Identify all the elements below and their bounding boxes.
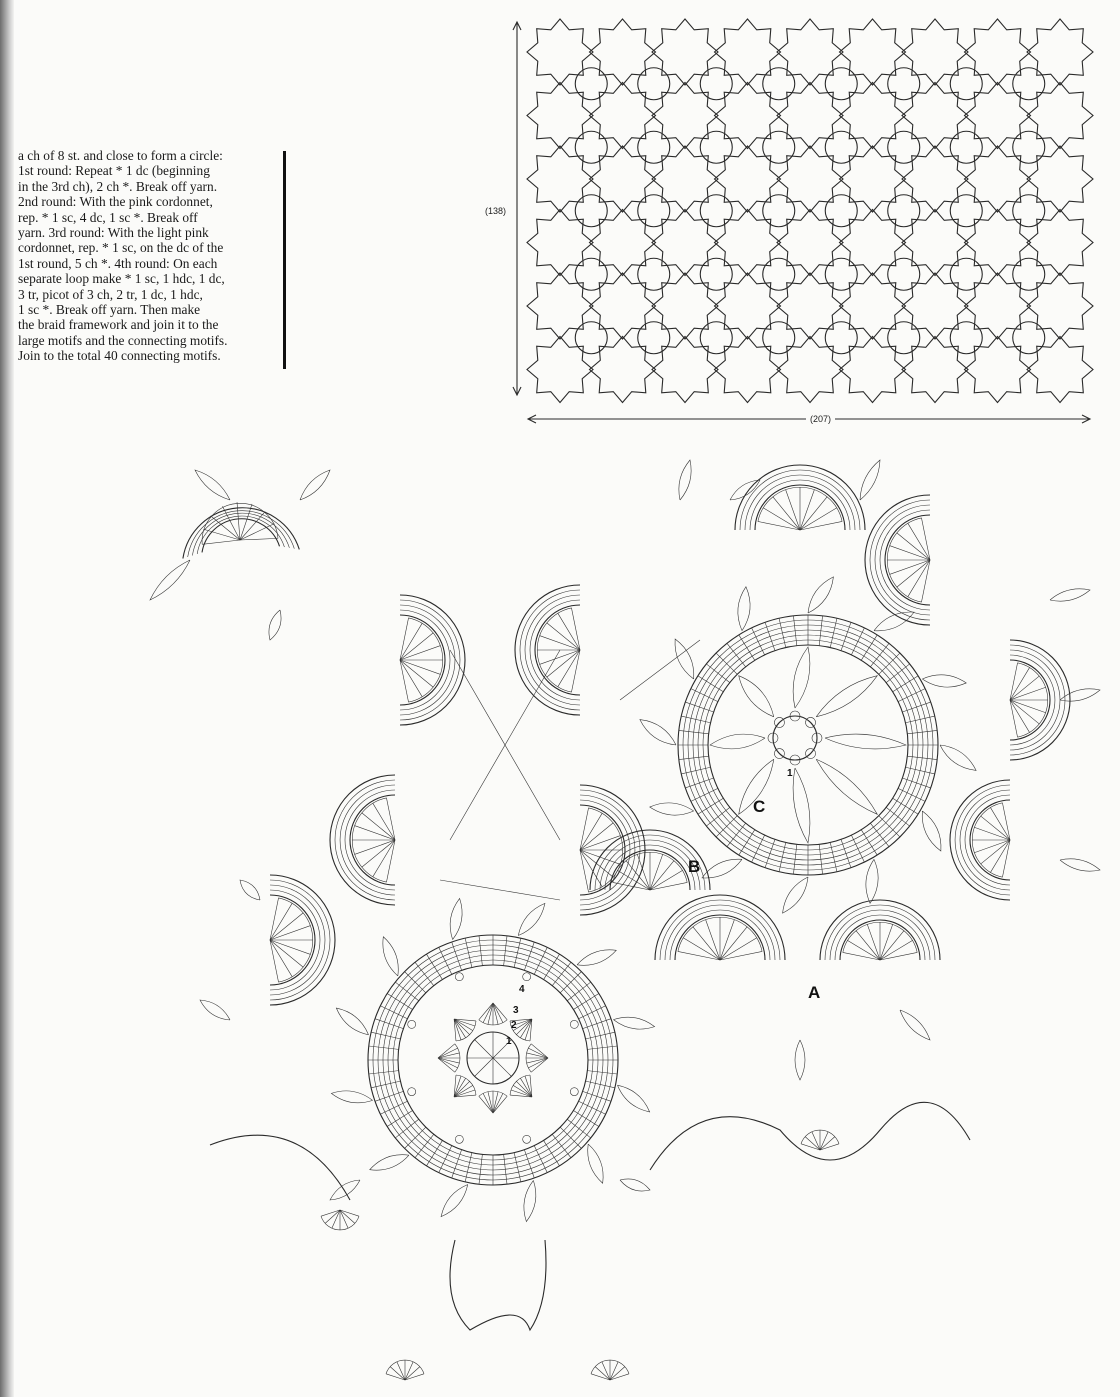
chain-loop: [617, 1085, 649, 1112]
stitch-fan: [580, 808, 623, 892]
chain-loop: [620, 1179, 650, 1191]
stitch-fan: [758, 487, 842, 530]
chain-loop: [675, 639, 694, 679]
chain-loop: [518, 903, 545, 935]
petal-fan: [438, 1044, 460, 1072]
picot: [455, 973, 463, 981]
round-marker-2: 2: [511, 1020, 517, 1031]
chain-loop: [1050, 589, 1090, 601]
chain-loop: [783, 877, 808, 913]
petal-fan: [510, 1075, 532, 1097]
chain-loop: [450, 898, 462, 939]
chain-loop: [240, 880, 260, 900]
chain-loop: [739, 676, 774, 717]
width-dimension-label: (207): [806, 414, 835, 424]
instruction-line: 3 tr, picot of 3 ch, 2 tr, 1 dc, 1 hdc,: [18, 286, 203, 302]
chain-loop: [524, 1180, 536, 1221]
picot: [570, 1088, 578, 1096]
chain-loop: [922, 675, 966, 687]
chain-loop: [1060, 859, 1100, 871]
round-marker-4: 4: [519, 984, 525, 995]
stitch-fan: [678, 917, 762, 960]
chain-loop: [900, 1010, 930, 1040]
instruction-line: 1 sc *. Break off yarn. Then make: [18, 302, 201, 318]
round-marker-1: 1: [787, 768, 793, 779]
instruction-line: 2nd round: With the pink cordonnet,: [18, 194, 213, 210]
chain-loop: [795, 1040, 805, 1080]
instruction-line: in the 3rd ch), 2 ch *. Break off yarn.: [18, 178, 218, 194]
instruction-line: 1st round: Repeat * 1 dc (beginning: [18, 163, 210, 179]
chain-loop: [816, 676, 877, 717]
picot: [523, 973, 531, 981]
bottom-connector: [450, 1240, 546, 1330]
instruction-line: a ch of 8 st. and close to form a circle:: [18, 148, 223, 163]
marker-b: B: [688, 857, 701, 876]
chain-loop: [816, 759, 877, 814]
instruction-line: Join to the total 40 connecting motifs.: [18, 348, 221, 364]
instruction-line: separate loop make * 1 sc, 1 hdc, 1 dc,: [18, 271, 225, 287]
chain-loop: [710, 734, 765, 749]
stitch-fan: [801, 1130, 839, 1150]
stitch-fan: [400, 618, 443, 702]
picot: [523, 1135, 531, 1143]
petal-fan: [479, 1003, 507, 1025]
chain-loop: [383, 937, 398, 976]
round-marker-3: 3: [513, 1005, 519, 1016]
chain-loop: [150, 560, 190, 600]
edging-arc: [650, 1102, 970, 1170]
stitch-fan: [843, 922, 917, 960]
picot: [408, 1020, 416, 1028]
edging-arc: [210, 1135, 350, 1200]
chain-loop: [650, 803, 694, 815]
stitch-fan: [270, 898, 313, 982]
chain-loop: [860, 460, 880, 500]
braid-ring: [678, 615, 938, 875]
height-dimension-label: (138): [485, 206, 507, 216]
petal-fan: [454, 1075, 476, 1097]
chain-loop: [370, 1155, 409, 1170]
stitch-fan: [887, 518, 930, 602]
chain-loop: [441, 1184, 468, 1216]
instruction-line: 1st round, 5 ch *. 4th round: On each: [18, 255, 218, 271]
instruction-line: rep. * 1 sc, 4 dc, 1 sc *. Break off: [18, 209, 198, 225]
center-ring: [773, 716, 817, 760]
large-motif-left: [331, 898, 654, 1221]
picot: [455, 1135, 463, 1143]
marker-c: C: [753, 797, 766, 816]
chain-loop: [808, 577, 833, 613]
chain-loop: [613, 1017, 654, 1029]
stitch-fan: [537, 608, 580, 692]
chain-loop: [200, 1000, 230, 1020]
braid-arc: [202, 519, 280, 553]
chain-line: [440, 880, 560, 900]
chain-loop: [640, 720, 676, 745]
petal-fan: [479, 1091, 507, 1113]
chain-loops: [150, 460, 1100, 1380]
stitch-fan: [591, 1360, 629, 1380]
chain-loop: [679, 460, 691, 500]
chain-loop: [331, 1091, 372, 1103]
instruction-line: cordonnet, rep. * 1 sc, on the dc of the: [18, 240, 224, 256]
chain-loop: [330, 1180, 360, 1200]
stitch-fan: [352, 798, 395, 882]
picot: [408, 1088, 416, 1096]
chain-loop: [1060, 689, 1100, 701]
chain-loop: [300, 470, 330, 500]
chain-loop: [825, 734, 906, 749]
instruction-line: large motifs and the connecting motifs.: [18, 332, 228, 348]
stitch-fan: [321, 1210, 359, 1230]
chain-loop: [195, 470, 230, 500]
stitch-fan: [972, 803, 1010, 877]
instruction-line: the braid framework and join it to the: [18, 317, 219, 333]
chain-loop: [793, 768, 810, 843]
stitch-fan: [1010, 663, 1048, 737]
chain-loop: [269, 610, 281, 640]
chain-loop: [588, 1144, 603, 1183]
instruction-line: yarn. 3rd round: With the light pink: [18, 225, 209, 241]
petal-fan: [526, 1044, 548, 1072]
chain-loop: [922, 811, 941, 851]
braid-framework: [183, 465, 1070, 1005]
petal-fan: [454, 1019, 476, 1041]
chain-loop: [866, 859, 878, 903]
chain-loop: [738, 587, 750, 631]
chain-loop: [793, 647, 810, 708]
chain-loop: [577, 950, 616, 965]
picot: [570, 1020, 578, 1028]
chain-loop: [940, 745, 976, 770]
round-marker-1: 1: [506, 1036, 512, 1047]
chain-loop: [336, 1008, 368, 1035]
stitch-fan: [386, 1360, 424, 1380]
chain-line: [620, 640, 700, 700]
marker-a: A: [808, 983, 821, 1002]
